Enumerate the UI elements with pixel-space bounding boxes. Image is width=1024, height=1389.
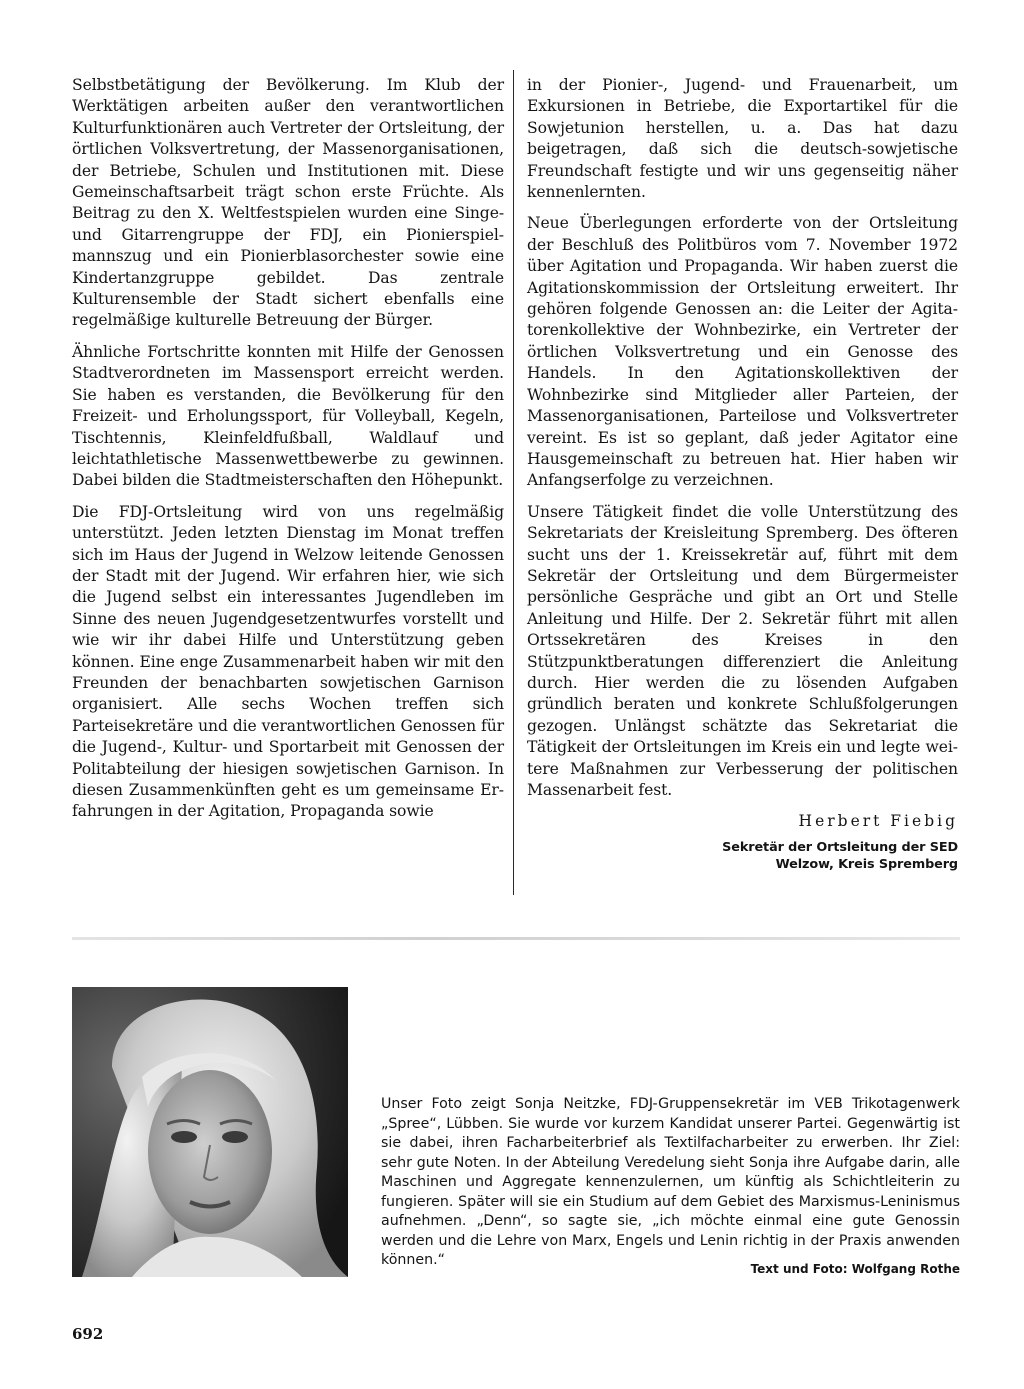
section-separator: [72, 937, 960, 940]
column-divider: [513, 70, 514, 895]
left-column: [72, 75, 504, 823]
paragraph: Die FDJ-Ortsleitung wird von uns regelmäßig unterstützt. Jeden letzten Dienstag im Monat treffen sich im Haus der Jugend in Welzow leitende Genossen der Stadt mit der Jugend. Wir erfahren hier, wie sich die Jugend selbst ein interessantes Jugendleben im Sinne des neuen Jugendgesetzentwurfes vorstellt und wie wir ihr dabei Hilfe und Unterstützung geben können. Eine enge Zusammenarbeit haben wir mit den Freunden der benachbarten sowjetischen Garnison organisiert. Alle sechs Wochen treffen sich Parteisekretäre und die verantwortlichen Genossen für die Jugend-, Kultur- und Sportarbeit mit Genossen der Politabteilung der hiesigen sowjetischen Garnison. In diesen Zusammenkünften geht es um gemeinsame Erfahrungen in der Agitation, Propaganda sowie: [72, 502, 504, 821]
author-name: Herbert Fiebig: [798, 812, 958, 831]
author-role: Sekretär der Ortsleitung der SED: [722, 839, 958, 855]
author-location: Welzow, Kreis Spremberg: [775, 856, 958, 872]
photo-credit: Text und Foto: Wolfgang Rothe: [750, 1262, 960, 1276]
paragraph: Selbstbetätigung der Bevölkerung. Im Klub der Werktätigen arbeiten außer den verantwortlichen Kulturfunktionären auch Vertreter der Ortsleitung, der örtlichen Volksvertretung, der Massenorganisationen, der Betriebe, Schulen und Institutionen mit. Diese Gemeinschaftsarbeit trägt schon erste Früchte. Als Beitrag zu den X. Weltfestspielen wurden eine Singe- und Gitarrengruppe der FDJ, ein Pionierspielmannszug und ein Pionierblasorchester sowie eine Kindertanzgruppe gebildet. Das zentrale Kulturensemble der Stadt sichert ebenfalls eine regelmäßige kulturelle Betreuung der Bürger.: [72, 76, 504, 330]
photo-caption: [381, 1095, 960, 1271]
page-number: 692: [72, 1325, 104, 1343]
right-column: [527, 75, 958, 873]
caption-text: Unser Foto zeigt Sonja Neitzke, FDJ-Gruppensekretär im VEB Trikotagenwerk „Spree“, Lübben. Sie wurde vor kurzem Kandidat unserer Partei. Gegenwärtig ist sie dabei, ihren Facharbeiterbrief als Textilfacharbeiter zu erwerben. Ihr Ziel: sehr gute Noten. In der Abteilung Veredelung sieht Sonja ihre Aufgabe darin, alle Maschinen und Aggregate kennenzulernen, um künftig als Schichtleiterin zu fungieren. Später will sie ein Studium auf dem Gebiet des Marxismus-Leninismus aufnehmen. „Denn“, so sagte sie, „ich möchte einmal eine gute Genossin werden und die Lehre von Marx, Engels und Lenin richtig in der Praxis anwenden können.“: [381, 1096, 960, 1268]
author-signature: [527, 811, 958, 872]
paragraph: Unsere Tätigkeit findet die volle Unterstützung des Sekretariats der Kreisleitung Spremberg. Des öfteren sucht uns der 1. Kreissekretär auf, führt mit dem Sekretär der Ortsleitung und dem Bürgermeister persönliche Gespräche und gibt an Ort und Stelle Anleitung und Hilfe. Der 2. Sekretär führt mit allen Ortssekretären des Kreises in den Stützpunktberatungen differenziert die Anleitung durch. Hier werden die zu lösenden Aufgaben gründlich beraten und konkrete Schlußfolgerungen gezogen. Unlängst schätzte das Sekretariat die Tätigkeit der Ortsleitungen im Kreis ein und legte weitere Maßnahmen zur Verbesserung der politischen Massenarbeit fest.: [527, 502, 958, 799]
portrait-photo: [72, 987, 348, 1277]
portrait-illustration: [72, 987, 348, 1277]
paragraph: in der Pionier-, Jugend- und Frauenarbeit, um Exkursionen in Betriebe, die Exportartikel für die Sowjetunion herstellen, u. a. Das hat dazu beigetragen, daß sich die deutsch-sowjetische Freundschaft festigte und wir uns gegenseitig näher kennenlernten.: [527, 76, 958, 202]
paragraph: Neue Überlegungen erforderte von der Ortsleitung der Beschluß des Politbüros vom 7. November 1972 über Agitation und Propaganda. Wir haben zuerst die Agitationskommission der Ortsleitung erweitert. Ihr gehören folgende Genossen an: die Leiter der Agitatorenkollektive der Wohnbezirke, ein Vertreter der örtlichen Volksvertretung und ein Genosse des Handels. In den Agitationskollektiven der Wohnbezirke sind Mitglieder aller Parteien, der Massenorganisationen, Parteilose und Volksvertreter vereint. Es ist so geplant, daß jeder Agitator eine Hausgemeinschaft zu betreuen hat. Hier haben wir Anfangserfolge zu verzeichnen.: [527, 214, 958, 490]
paragraph: Ähnliche Fortschritte konnten mit Hilfe der Genossen Stadtverordneten im Massensport erreicht werden. Sie haben es verstanden, die Bevölkerung für den Freizeit- und Erholungssport, für Volleyball, Kegeln, Tischtennis, Kleinfeldfußball, Waldlauf und leichtathletische Massenwettbewerbe zu gewinnen. Dabei bilden die Stadtmeisterschaften den Höhepunkt.: [72, 342, 504, 490]
